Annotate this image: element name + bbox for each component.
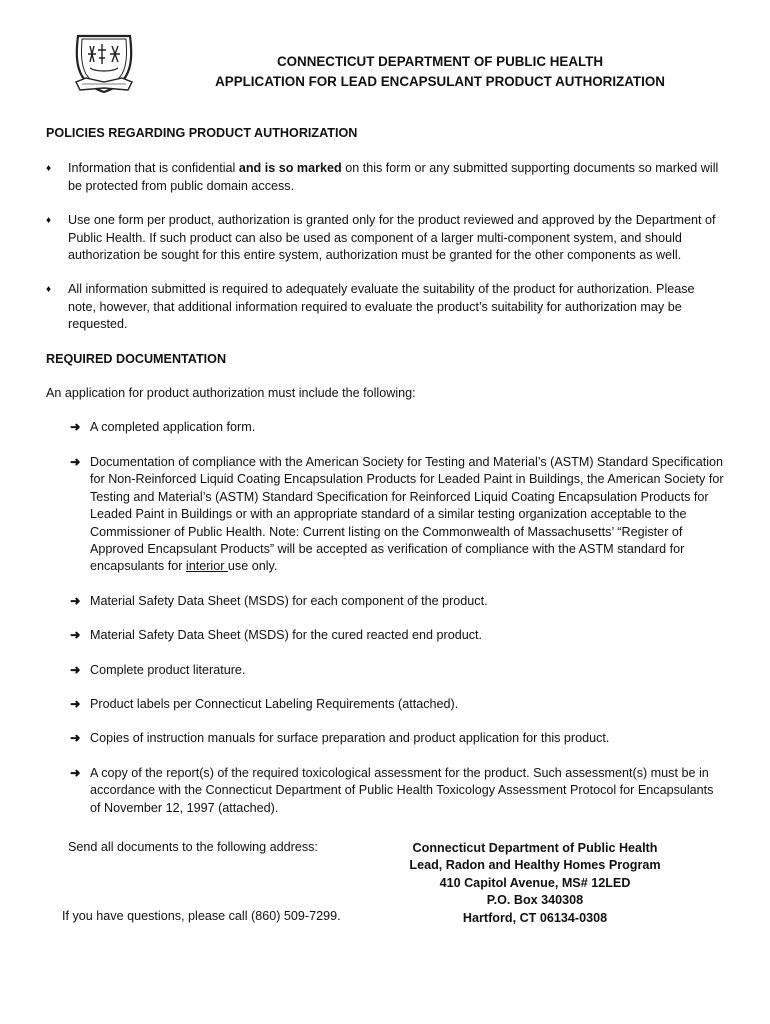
document-body bbox=[46, 125, 726, 817]
mailing-address bbox=[385, 840, 685, 927]
policy-item: ♦ Information that is confidential and is so marked on this form or any submitted supporting documents so marked will be protected from public domain access. bbox=[46, 161, 719, 193]
policies-heading: POLICIES REGARDING PRODUCT AUTHORIZATION bbox=[46, 126, 358, 140]
arrow-bullet-icon: ➜ bbox=[70, 765, 81, 780]
send-documents-label: Send all documents to the following address: bbox=[68, 840, 318, 854]
documentation-item: ➜ Material Safety Data Sheet (MSDS) for each component of the product. bbox=[46, 593, 726, 610]
arrow-bullet-icon: ➜ bbox=[70, 731, 81, 746]
documentation-item: ➜ A copy of the report(s) of the required toxicological assessment for the product. Such assessment(s) must be in accordance with the Connecticut Department of Public Health Toxicology Assessment Protocol for Encapsulants of November 12, 1997 (attached). bbox=[70, 765, 714, 815]
arrow-bullet-icon: ➜ bbox=[70, 593, 81, 608]
diamond-bullet-icon: ♦ bbox=[46, 284, 52, 296]
documentation-item: ➜ Documentation of compliance with the American Society for Testing and Material’s (ASTM) Standard Specification for Non-Reinforced Liquid Coating Encapsulation Products for Leaded Paint in Buildings, the American Society for Testing and Material’s (ASTM) Standard Specification for Reinforced Liquid Coating Encapsulation Products for Leaded Paint in Buildings or with an appropriate standard of a similar testing organization acceptable to the Commissioner of Public Health. Note: Current listing on the Commonwealth of Massachusetts’ “Register of Approved Encapsulant Products” will be accepted as verification of compliance with the ASTM standard for encapsulants for interior use only. bbox=[70, 454, 724, 574]
arrow-bullet-icon: ➜ bbox=[70, 420, 81, 435]
policy-item: ♦ Use one form per product, authorization is granted only for the product reviewed and approved by the Department of Public Health. If such product can also be used as component of a larger multi-component system, and should authorization be sought for this entire system, authorization must be granted for the other components as well. bbox=[46, 213, 716, 263]
state-seal-icon bbox=[72, 32, 136, 96]
address-line: 410 Capitol Avenue, MS# 12LED bbox=[439, 875, 631, 890]
document-title: CONNECTICUT DEPARTMENT OF PUBLIC HEALTH bbox=[276, 54, 604, 69]
arrow-bullet-icon: ➜ bbox=[70, 454, 81, 469]
address-line: Connecticut Department of Public Health bbox=[412, 841, 658, 855]
documentation-item: ➜ A completed application form. bbox=[46, 419, 726, 436]
document-subtitle: APPLICATION FOR LEAD ENCAPSULANT PRODUCT AUTHORIZATION bbox=[215, 74, 665, 89]
questions-phone-text: If you have questions, please call (860) 509-7299. bbox=[62, 909, 341, 923]
address-line: Lead, Radon and Healthy Homes Program bbox=[409, 858, 661, 873]
arrow-bullet-icon: ➜ bbox=[70, 628, 81, 643]
policy-item: ♦ All information submitted is required to adequately evaluate the suitability of the product for authorization. Please note, however, that additional information required to evaluate the product’s suitability for authorization may be requested. bbox=[46, 282, 695, 332]
document-title-block bbox=[200, 52, 680, 92]
documentation-item: ➜ Product labels per Connecticut Labeling Requirements (attached). bbox=[46, 696, 726, 713]
documentation-intro: An application for product authorization must include the following: bbox=[46, 386, 416, 401]
documentation-item: ➜ Complete product literature. bbox=[46, 662, 726, 679]
documentation-item: ➜ Material Safety Data Sheet (MSDS) for the cured reacted end product. bbox=[46, 627, 726, 644]
address-line: Hartford, CT 06134-0308 bbox=[462, 910, 608, 925]
arrow-bullet-icon: ➜ bbox=[70, 696, 81, 711]
address-line: P.O. Box 340308 bbox=[486, 893, 584, 908]
documentation-item: ➜ Copies of instruction manuals for surface preparation and product application for this product. bbox=[46, 730, 726, 747]
diamond-bullet-icon: ♦ bbox=[46, 215, 52, 227]
arrow-bullet-icon: ➜ bbox=[70, 662, 81, 677]
diamond-bullet-icon: ♦ bbox=[46, 163, 52, 175]
documentation-heading: REQUIRED DOCUMENTATION bbox=[46, 351, 227, 366]
